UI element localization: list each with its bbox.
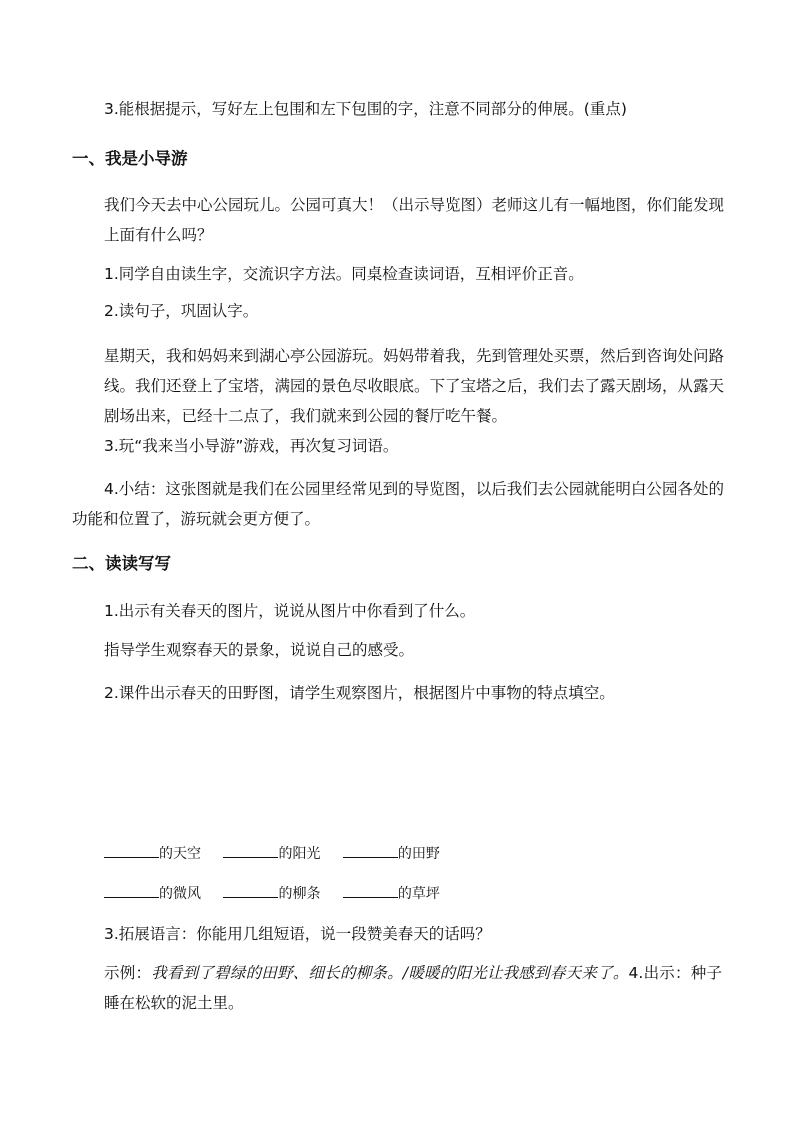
section-2-heading: 二、读读写写: [72, 554, 171, 573]
blank-line[interactable]: [223, 883, 278, 898]
section-1-step-2: 2.读句子，巩固认字。: [104, 302, 259, 320]
learning-goal-3: 3.能根据提示，写好左上包围和左下包围的字，注意不同部分的伸展。(重点): [104, 100, 627, 118]
section-2-guide: 指导学生观察春天的景象，说说自己的感受。: [104, 641, 415, 659]
example-label: 示例：: [104, 964, 152, 982]
blank-line[interactable]: [104, 883, 159, 898]
section-2-step-3: 3.拓展语言：你能用几组短语，说一段赞美春天的话吗？: [104, 925, 491, 943]
fill-in-item: 的微风: [104, 883, 201, 904]
section-2-step-4: 4.出示：种子睡在松软的泥土里。: [104, 964, 722, 1012]
section-1-step-1: 1.同学自由读生字，交流识字方法。同桌检查读词语，互相评价正音。: [104, 265, 584, 283]
section-1-step-3: 3.玩“我来当小导游”游戏，再次复习词语。: [104, 437, 399, 455]
fill-in-item: 的天空: [104, 843, 201, 864]
section-1-intro: 我们今天去中心公园玩儿。公园可真大！（出示导览图）老师这儿有一幅地图，你们能发现上面有什么吗？: [104, 196, 725, 244]
fill-in-item: 的田野: [343, 843, 440, 864]
fill-in-item: 的柳条: [223, 883, 320, 904]
blank-line[interactable]: [104, 843, 159, 858]
blank-line[interactable]: [343, 883, 398, 898]
fill-in-row-1: [104, 843, 458, 864]
fill-in-item: 的阳光: [223, 843, 320, 864]
section-2-step-2: 2.课件出示春天的田野图，请学生观察图片，根据图片中事物的特点填空。: [104, 684, 615, 702]
section-1-heading: 一、我是小导游: [72, 149, 188, 168]
fill-in-row-2: [104, 883, 458, 904]
blank-line[interactable]: [343, 843, 398, 858]
section-1-passage: 星期天，我和妈妈来到湖心亭公园游玩。妈妈带着我，先到管理处买票，然后到咨询处问路线。我们还登上了宝塔，满园的景色尽收眼底。下了宝塔之后，我们去了露天剧场，从露天剧场出来，已经十二点了，我们就来到公园的餐厅吃午餐。: [104, 347, 725, 425]
section-1-step-4: 4.小结：这张图就是我们在公园里经常见到的导览图，以后我们去公园就能明白公园各处的功能和位置了，游玩就会更方便了。: [72, 480, 724, 528]
example-body: 我看到了碧绿的田野、细长的柳条。/暖暖的阳光让我感到春天来了。: [151, 964, 629, 982]
example-paragraph: [104, 958, 722, 1018]
blank-line[interactable]: [223, 843, 278, 858]
fill-in-item: 的草坪: [343, 883, 440, 904]
section-2-step-1: 1.出示有关春天的图片，说说从图片中你看到了什么。: [104, 602, 476, 620]
